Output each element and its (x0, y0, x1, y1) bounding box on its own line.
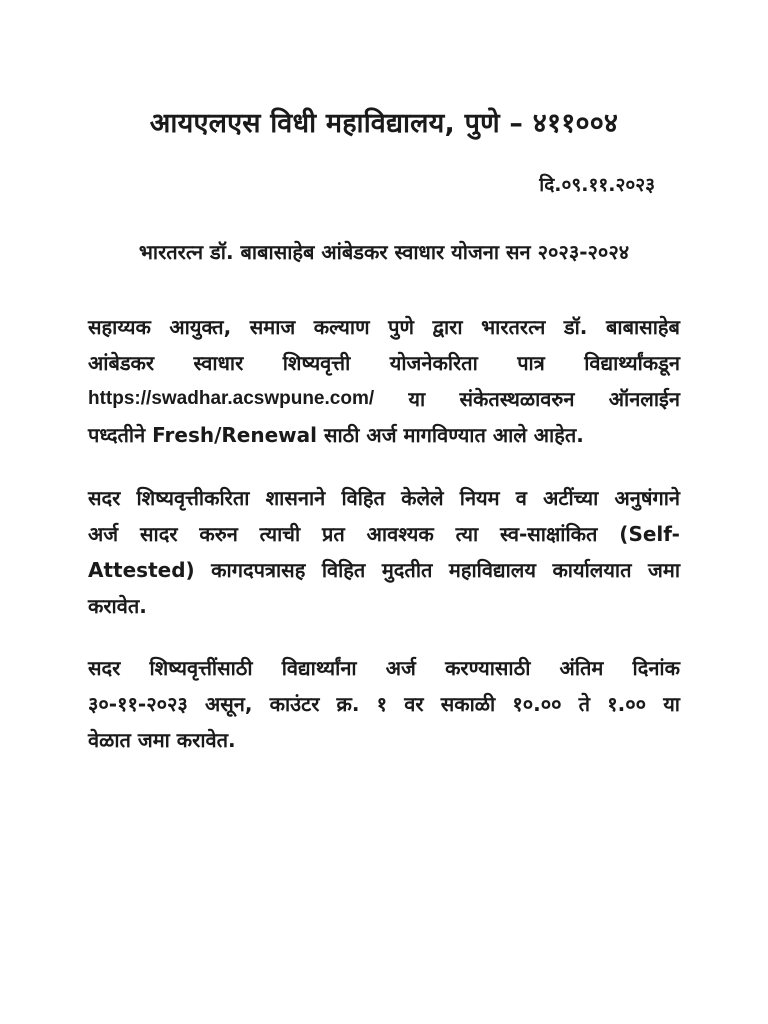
paragraph-word: संकेतस्थळावरुन (459, 387, 575, 411)
paragraph-word: त्याची (259, 522, 301, 546)
paragraph-word: या (408, 387, 426, 411)
paragraph-word: अर्ज (88, 522, 119, 546)
paragraph-submission-instructions (88, 480, 680, 624)
paragraph-word: (Self- (619, 522, 680, 546)
paragraph-word: नियम (459, 486, 500, 510)
paragraph-word: कागदपत्रासह (211, 558, 306, 582)
paragraph-word: योजनेकरिता (389, 351, 478, 375)
paragraph-line (88, 686, 680, 722)
paragraph-word: वर (404, 692, 424, 716)
paragraph-word: शिष्यवृत्तीकरिता (136, 486, 250, 510)
paragraph-line (88, 381, 680, 417)
website-url-link[interactable]: https://swadhar.acswpune.com/ (88, 388, 375, 409)
paragraph-text: वेळात जमा करावेत. (88, 728, 236, 752)
paragraph-line (88, 417, 680, 453)
paragraph-word: असून, (204, 692, 253, 716)
paragraph-word: स्वाधार (193, 351, 244, 375)
paragraph-line (88, 650, 680, 686)
paragraph-word: करुन (199, 522, 238, 546)
paragraph-word: पात्र (517, 351, 545, 375)
paragraph-application-invite (88, 309, 680, 453)
paragraph-line (88, 552, 680, 588)
paragraph-word: विद्यार्थ्यांना (281, 656, 357, 680)
paragraph-line (88, 309, 680, 345)
paragraph-word: आयुक्त, (169, 315, 232, 339)
paragraph-word: कार्यालयात (552, 558, 632, 582)
paragraph-word: Attested) (88, 558, 195, 582)
paragraph-word: विहित (321, 558, 366, 582)
paragraph-word: १ (376, 692, 388, 716)
scheme-subject: भारतरत्न डॉ. बाबासाहेब आंबेडकर स्वाधार योजना सन २०२३-२०२४ (138, 240, 630, 264)
paragraph-word: सादर (140, 522, 178, 546)
paragraph-word: द्वारा (432, 315, 463, 339)
paragraph-word: सकाळी (440, 692, 496, 716)
paragraph-line (88, 722, 680, 758)
paragraph-word: मुदतीत (381, 558, 433, 582)
paragraph-word: सदर (88, 486, 121, 510)
paragraph-word: कल्याण (313, 315, 370, 339)
paragraph-word: करण्यासाठी (445, 656, 531, 680)
paragraph-word: या (663, 692, 680, 716)
paragraph-line (88, 480, 680, 516)
paragraph-word: सदर (88, 656, 121, 680)
paragraph-word: १.०० (607, 692, 647, 716)
paragraph-word: ऑनलाईन (608, 387, 680, 411)
paragraph-word: त्या (455, 522, 479, 546)
paragraph-line (88, 588, 680, 624)
paragraph-word: शिष्यवृत्तींसाठी (149, 656, 253, 680)
paragraph-word: आवश्यक (366, 522, 434, 546)
paragraph-line (88, 516, 680, 552)
paragraph-word: डॉ. (563, 315, 588, 339)
paragraph-word: जमा (648, 558, 680, 582)
paragraph-word: काउंटर (269, 692, 320, 716)
notice-date: दि.०९.११.२०२३ (539, 174, 655, 196)
paragraph-word: शासनाने (265, 486, 326, 510)
paragraph-word: अर्ज (385, 656, 416, 680)
paragraph-word: समाज (249, 315, 296, 339)
paragraph-word: आंबेडकर (88, 351, 155, 375)
paragraph-word: ते (578, 692, 591, 716)
paragraph-word: पुणे (388, 315, 414, 339)
paragraph-word: सहाय्यक (88, 315, 151, 339)
paragraph-word: प्रत (322, 522, 345, 546)
paragraph-word: महाविद्यालय (448, 558, 536, 582)
paragraph-deadline (88, 650, 680, 758)
paragraph-word: केलेले (401, 486, 444, 510)
paragraph-word: शिष्यवृत्ती (282, 351, 351, 375)
paragraph-word: ३०-११-२०२३ (88, 692, 188, 716)
college-title: आयएलएस विधी महाविद्यालय, पुणे – ४११००४ (149, 108, 619, 139)
paragraph-word: क्र. (336, 692, 360, 716)
paragraph-text: पध्दतीने Fresh/Renewal साठी अर्ज मागविण्यात आले आहेत. (88, 423, 584, 447)
paragraph-word: अटींच्या (543, 486, 599, 510)
paragraph-word: विहित (341, 486, 385, 510)
paragraph-word: अंतिम (559, 656, 604, 680)
paragraph-word: बाबासाहेब (605, 315, 680, 339)
paragraph-text: करावेत. (88, 594, 147, 618)
paragraph-word: १०.०० (512, 692, 562, 716)
paragraph-line (88, 345, 680, 381)
paragraph-word: स्व-साक्षांकित (500, 522, 598, 546)
paragraph-word: अनुषंगाने (614, 486, 680, 510)
paragraph-word: दिनांक (632, 656, 680, 680)
paragraph-word: विद्यार्थ्यांकडून (584, 351, 680, 375)
paragraph-word: भारतरत्न (481, 315, 546, 339)
paragraph-word: व (515, 486, 527, 510)
